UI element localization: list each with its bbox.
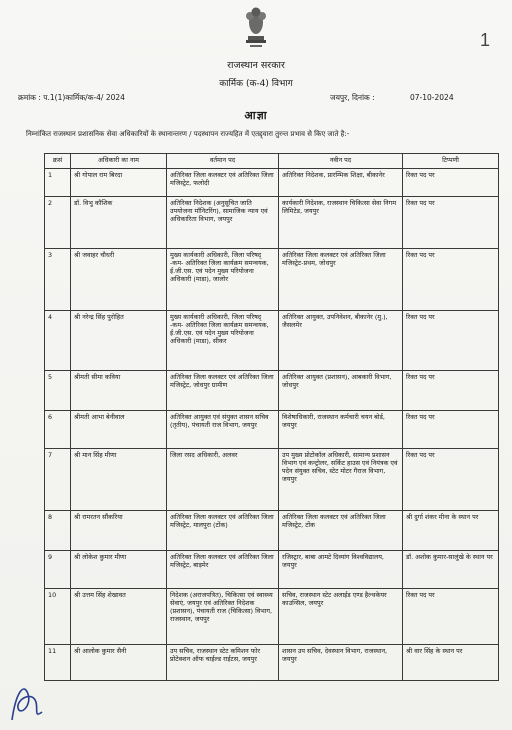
cell-serial: 3 — [45, 249, 71, 311]
column-header-officer-name: अधिकारी का नाम — [71, 154, 167, 169]
cell-new-post: अतिरिक्त आयुक्त (प्रशासन), आबकारी विभाग, जोधपुर — [279, 371, 403, 411]
cell-remarks: श्री वार सिंह के स्थान पर — [403, 645, 499, 681]
order-number: क्रमांक : प.1(1)कार्मिक/क-4/ 2024 — [18, 93, 125, 102]
table-row — [45, 169, 499, 197]
table-row — [45, 449, 499, 511]
cell-current-post: अतिरिक्त निदेशक (अनुसूचित जाति उपयोजना मॉनिटरिंग), सामाजिक न्याय एवं अधिकारिता विभाग, जयपुर — [167, 197, 279, 249]
cell-remarks: रिक्त पद पर — [403, 449, 499, 511]
cell-current-post: जिला रसद अधिकारी, अलवर — [167, 449, 279, 511]
cell-remarks: रिक्त पद पर — [403, 169, 499, 197]
cell-remarks: रिक्त पद पर — [403, 411, 499, 449]
table-row — [45, 511, 499, 551]
cell-serial: 7 — [45, 449, 71, 511]
cell-new-post: सचिव, राजस्थान स्टेट अलाईड एण्ड हैल्थकेयर काउन्सिल, जयपुर — [279, 589, 403, 645]
cell-current-post: उप सचिव, राजस्थान स्टेट कमिशन फोर प्रोटेक्शन ऑफ चाईल्ड राईटस, जयपुर — [167, 645, 279, 681]
cell-officer-name: श्री आलोक कुमार सैनी — [71, 645, 167, 681]
table-row — [45, 249, 499, 311]
cell-serial: 11 — [45, 645, 71, 681]
cell-officer-name: श्री नरेन्द्र सिंह पुरोहित — [71, 311, 167, 371]
cell-current-post: अतिरिक्त जिला कलक्टर एवं अतिरिक्त जिला मजिस्ट्रेट, जोधपुर ग्रामीण — [167, 371, 279, 411]
table-row — [45, 551, 499, 589]
cell-remarks: रिक्त पद पर — [403, 197, 499, 249]
cell-remarks: डॉ. अशोक कुमार-सालुंखे के स्थान पर — [403, 551, 499, 589]
state-emblem-icon — [238, 2, 274, 50]
table-row — [45, 311, 499, 371]
cell-officer-name: श्रीमती सीमा कविया — [71, 371, 167, 411]
cell-remarks: रिक्त पद पर — [403, 249, 499, 311]
column-header-remarks: टिप्पणी — [403, 154, 499, 169]
government-name: राजस्थान सरकार — [227, 60, 285, 71]
cell-officer-name: श्री गोपाल राम बिरदा — [71, 169, 167, 197]
cell-serial: 2 — [45, 197, 71, 249]
department-name: कार्मिक (क-4) विभाग — [219, 79, 293, 89]
transfer-table — [44, 153, 499, 681]
cell-remarks: रिक्त पद पर — [403, 589, 499, 645]
cell-serial: 4 — [45, 311, 71, 371]
column-header-new-post: नवीन पद — [279, 154, 403, 169]
cell-current-post: निदेशक (अराजपत्रित), चिकित्सा एवं स्वास्थ्य सेवाएं, जयपुर एवं अतिरिक्त निदेशक (प्रशासन), पंचायती राज (चिकित्सा) विभाग, राजस्थान, जयपुर — [167, 589, 279, 645]
cell-new-post: शासन उप सचिव, देवस्थान विभाग, राजस्थान, जयपुर — [279, 645, 403, 681]
cell-new-post: विशेषाधिकारी, राजस्थान कर्मचारी चयन बोर्ड, जयपुर — [279, 411, 403, 449]
cell-serial: 10 — [45, 589, 71, 645]
cell-current-post: अतिरिक्त आयुक्त एवं संयुक्त शासन सचिव (तृतीय), पंचायती राज विभाग, जयपुर — [167, 411, 279, 449]
cell-serial: 1 — [45, 169, 71, 197]
cell-new-post: उप मुख्य प्रोटोकॉल अधिकारी, सामान्य प्रशासन विभाग एवं कन्ट्रोलर, सर्किट हाउस एवं नियंत्रक एवं पदेन संयुक्त सचिव, स्टेट मोटर गैराज विभाग, जयपुर — [279, 449, 403, 511]
cell-officer-name: श्री लोकेश कुमार मीणा — [71, 551, 167, 589]
table-row — [45, 411, 499, 449]
cell-new-post: रजिस्ट्रार, बाबा आमटे दिव्यांग विश्वविद्यालय, जयपुर — [279, 551, 403, 589]
signature-mark — [6, 672, 50, 728]
cell-new-post: अतिरिक्त निदेशक, प्रारम्भिक शिक्षा, बीकानेर — [279, 169, 403, 197]
document-title: आज्ञा — [244, 109, 268, 122]
cell-serial: 5 — [45, 371, 71, 411]
cell-remarks: रिक्त पद पर — [403, 311, 499, 371]
cell-new-post: कार्यकारी निदेशक, राजस्थान चिकित्सा सेवा निगम लिमिटेड, जयपुर — [279, 197, 403, 249]
table-row — [45, 645, 499, 681]
column-header-current-post: वर्तमान पद — [167, 154, 279, 169]
cell-current-post: मुख्य कार्यकारी अधिकारी, जिला परिषद् -कम- अतिरिक्त जिला कार्यक्रम समन्वयक, ई.जी.एस. एवं पदेन मुख्य परियोजना अधिकारी (माडा), सीकर — [167, 311, 279, 371]
order-date: 07-10-2024 — [410, 93, 454, 102]
table-row — [45, 371, 499, 411]
cell-officer-name: श्री मान सिंह मीणा — [71, 449, 167, 511]
intro-paragraph: निम्नांकित राजस्थान प्रशासनिक सेवा अधिकारियों के स्थानान्तरण / पदस्थापन राज्यहित में एतद्द्वारा तुरन्त प्रभाव से किए जाते है:- — [26, 130, 350, 138]
place-date-label: जयपुर, दिनांक : — [330, 93, 375, 102]
cell-remarks: श्री दुर्गा शंकर मीना के स्थान पर — [403, 511, 499, 551]
cell-officer-name: डॉ. विभु कौशिक — [71, 197, 167, 249]
cell-officer-name: श्री रामरतन सौंकरिया — [71, 511, 167, 551]
table-row — [45, 589, 499, 645]
cell-officer-name: श्रीमती आभा बेनीवाल — [71, 411, 167, 449]
cell-officer-name: श्री जवाहर चौधरी — [71, 249, 167, 311]
table-row — [45, 197, 499, 249]
cell-remarks: रिक्त पद पर — [403, 371, 499, 411]
cell-current-post: अतिरिक्त जिला कलक्टर एवं अतिरिक्त जिला मजिस्ट्रेट, बाड़मेर — [167, 551, 279, 589]
table-header-row — [45, 154, 499, 169]
cell-new-post: अतिरिक्त जिला कलक्टर एवं अतिरिक्त जिला मजिस्ट्रेट, टोंक — [279, 511, 403, 551]
cell-new-post: अतिरिक्त जिला कलक्टर एवं अतिरिक्त जिला मजिस्ट्रेट-प्रथम, जोधपुर — [279, 249, 403, 311]
cell-current-post: अतिरिक्त जिला कलक्टर एवं अतिरिक्त जिला मजिस्ट्रेट, मालपुरा (टोंक) — [167, 511, 279, 551]
page-number: 1 — [479, 30, 490, 50]
cell-serial: 9 — [45, 551, 71, 589]
cell-current-post: मुख्य कार्यकारी अधिकारी, जिला परिषद् -कम- अतिरिक्त जिला कार्यक्रम समन्वयक, ई.जी.एस. एवं पदेन मुख्य परियोजना अधिकारी (माडा), जालोर — [167, 249, 279, 311]
cell-officer-name: श्री उत्तम सिंह शेखावत — [71, 589, 167, 645]
cell-serial: 8 — [45, 511, 71, 551]
column-header-serial: क्रसं — [45, 154, 71, 169]
cell-new-post: अतिरिक्त आयुक्त, उपनिवेशन, बीकानेर (मु.), जैसलमेर — [279, 311, 403, 371]
cell-current-post: अतिरिक्त जिला कलक्टर एवं अतिरिक्त जिला मजिस्ट्रेट, फलोदी — [167, 169, 279, 197]
cell-serial: 6 — [45, 411, 71, 449]
